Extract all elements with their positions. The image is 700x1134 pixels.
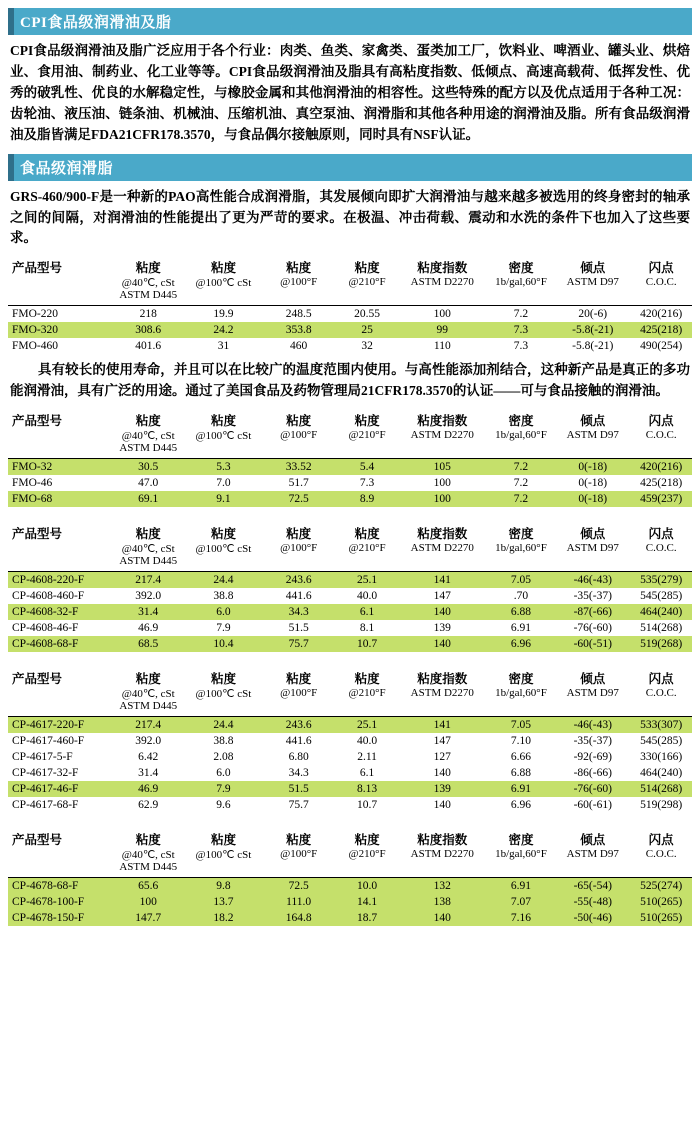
- table-row: [8, 338, 692, 354]
- col-visc210f: 粘度 @210°F: [348, 261, 386, 289]
- cell-value: 147: [433, 590, 451, 603]
- cell-value: 353.8: [261, 322, 336, 338]
- cell-model: CP-4617-46-F: [8, 781, 111, 797]
- cell-value: 519(268): [630, 636, 692, 652]
- col-model: 产品型号: [12, 833, 63, 848]
- cell-value: 65.6: [111, 878, 186, 895]
- table-row: [8, 765, 692, 781]
- cell-value: 519(298): [640, 799, 683, 812]
- cell-model: FMO-32: [8, 459, 111, 476]
- cell-value: 9.6: [216, 799, 231, 812]
- cell-value: 6.1: [336, 604, 398, 620]
- cell-value: 132: [398, 878, 487, 895]
- col-pour: 倾点 ASTM D97: [566, 672, 619, 700]
- table-body-3: [8, 717, 692, 814]
- cell-value: 6.88: [510, 767, 531, 780]
- cell-value: 127: [433, 751, 451, 764]
- col-visc40: 粘度 @40℃, cSt ASTM D445: [119, 527, 178, 568]
- cell-model: FMO-460: [12, 340, 59, 353]
- cell-value: 217.4: [111, 717, 186, 734]
- cell-value: 14.1: [336, 894, 398, 910]
- table-header-row: [8, 410, 692, 454]
- table-body-1: [8, 459, 692, 508]
- spec-table-cp4608: [8, 523, 692, 652]
- col-visc40: 粘度 @40℃, cSt ASTM D445: [119, 261, 178, 302]
- cell-value: -86(-66): [573, 767, 612, 780]
- cell-value: 47.0: [138, 477, 159, 490]
- cell-value: -60(-51): [555, 636, 630, 652]
- cell-value: 514(268): [630, 781, 692, 797]
- cell-value: 308.6: [111, 322, 186, 338]
- cell-value: 459(237): [630, 491, 692, 507]
- col-vi: 粘度指数 ASTM D2270: [410, 833, 474, 861]
- cell-value: -87(-66): [555, 604, 630, 620]
- table-row: [8, 475, 692, 491]
- cell-value: 6.0: [216, 767, 231, 780]
- cell-value: 164.8: [261, 910, 336, 926]
- col-model: 产品型号: [12, 414, 63, 429]
- table-row: [8, 322, 692, 338]
- cell-model: FMO-320: [8, 322, 111, 338]
- col-visc210f: 粘度 @210°F: [348, 672, 386, 700]
- cell-value: 7.9: [216, 622, 231, 635]
- cell-value: 138: [398, 894, 487, 910]
- cell-value: 38.8: [213, 590, 234, 603]
- table-header-row: [8, 523, 692, 567]
- cell-value: -65(-54): [555, 878, 630, 895]
- cell-value: 100: [433, 308, 451, 321]
- cell-value: 7.2: [487, 459, 555, 476]
- cell-value: 75.7: [261, 636, 336, 652]
- cell-value: 330(166): [640, 751, 683, 764]
- cell-value: 6.42: [138, 751, 159, 764]
- cell-value: 62.9: [138, 799, 159, 812]
- cell-value: 110: [433, 340, 451, 353]
- cell-model: CP-4608-32-F: [8, 604, 111, 620]
- cell-value: 24.4: [186, 572, 261, 589]
- section-title: CPI食品级润滑油及脂: [20, 15, 172, 31]
- cell-value: 420(216): [640, 308, 683, 321]
- cell-model: CP-4678-150-F: [8, 910, 111, 926]
- section-paragraph-grease: GRS-460/900-F是一种新的PAO高性能合成润滑脂，其发展倾向即扩大润滑油与越来越多被选用的终身密封的轴承之间的间隔，对润滑油的性能提出了更为严苛的要求。在极温、冲击荷载、震动和水洗的条件下也加入了这些要求。: [10, 188, 690, 246]
- cell-model: FMO-220: [12, 308, 59, 321]
- cell-value: -5.8(-21): [555, 322, 630, 338]
- table-row: [8, 636, 692, 652]
- cell-model: CP-4678-100-F: [8, 894, 111, 910]
- cell-value: 72.5: [261, 878, 336, 895]
- col-visc100f: 粘度 @100°F: [280, 672, 318, 700]
- section-paragraph-cpi: CPI食品级润滑油及脂广泛应用于各个行业：肉类、鱼类、家禽类、蛋类加工厂，饮料业、啤酒业、罐头业、烘焙业、食用油、制药业、化工业等等。CPI食品级润滑油及脂具有高粘度指数、低倾点、高速高载荷、低挥发性、优秀的破乳性、优良的水解稳定性，与橡胶金属和其他润滑油的相容性。这些特殊的配方以及优点适用于各种工况：齿轮油、液压油、链条油、机械油、压缩机油、真空泵油、润滑脂和其他各种用途的润滑油及脂。所有食品级润滑油及脂皆满足FDA21CFR178.3570，与食品偶尔接触原则，同时具有NSF认证。: [10, 43, 690, 142]
- cell-value: 32: [361, 340, 373, 353]
- cell-value: 140: [398, 636, 487, 652]
- cell-value: 510(265): [630, 894, 692, 910]
- cell-value: 51.5: [288, 622, 309, 635]
- cell-value: 140: [433, 799, 451, 812]
- cell-value: .70: [513, 590, 529, 603]
- cell-value: 6.66: [510, 751, 531, 764]
- col-density: 密度 1b/gal,60°F: [495, 672, 547, 700]
- cell-value: 51.5: [261, 781, 336, 797]
- cell-value: 525(274): [630, 878, 692, 895]
- cell-value: 2.11: [357, 751, 377, 764]
- cell-value: 100: [398, 491, 487, 507]
- cell-value: 46.9: [111, 781, 186, 797]
- spacer: [8, 658, 692, 668]
- cell-value: 99: [398, 322, 487, 338]
- cell-model: FMO-46: [12, 477, 53, 490]
- col-visc100c: 粘度 @100℃ cSt: [195, 414, 252, 443]
- table-row: [8, 733, 692, 749]
- table-row: [8, 797, 692, 813]
- cell-value: 24.4: [186, 717, 261, 734]
- cell-value: 31.4: [138, 767, 159, 780]
- cell-value: 7.0: [216, 477, 231, 490]
- table-head: [8, 410, 692, 459]
- cell-value: 392.0: [135, 735, 162, 748]
- col-visc40: 粘度 @40℃, cSt ASTM D445: [119, 833, 178, 874]
- table-row: [8, 459, 692, 476]
- cell-value: 18.7: [336, 910, 398, 926]
- cell-value: 535(279): [630, 572, 692, 589]
- cell-value: 46.9: [138, 622, 159, 635]
- cell-value: 100: [111, 894, 186, 910]
- cell-value: 6.91: [487, 781, 555, 797]
- col-model: 产品型号: [12, 527, 63, 542]
- cell-value: 401.6: [135, 340, 162, 353]
- cell-value: 9.1: [186, 491, 261, 507]
- table-header-row: [8, 257, 692, 301]
- col-visc100f: 粘度 @100°F: [280, 527, 318, 555]
- cell-value: 243.6: [261, 717, 336, 734]
- cell-value: 425(218): [640, 477, 683, 490]
- col-density: 密度 1b/gal,60°F: [495, 261, 547, 289]
- cell-value: 464(240): [630, 604, 692, 620]
- cell-value: 140: [398, 604, 487, 620]
- cell-value: 111.0: [261, 894, 336, 910]
- cell-value: 6.91: [487, 878, 555, 895]
- cell-value: 51.7: [288, 477, 309, 490]
- cell-value: 147.7: [111, 910, 186, 926]
- col-flash: 闪点 C.O.C.: [645, 261, 677, 289]
- cell-value: 6.96: [487, 636, 555, 652]
- cell-value: 2.08: [213, 751, 234, 764]
- cell-value: 6.96: [510, 799, 531, 812]
- cell-value: 38.8: [213, 735, 234, 748]
- cell-value: 248.5: [285, 308, 312, 321]
- mid-paragraph: 具有较长的使用寿命，并且可以在比较广的温度范围内使用。与高性能添加剂结合，这种新产品是真正的多功能润滑油，具有广泛的用途。通过了美国食品及药物管理局21CFR178.3570的认证——可与食品接触的润滑油。: [10, 362, 690, 399]
- col-visc100f: 粘度 @100°F: [280, 414, 318, 442]
- col-vi: 粘度指数 ASTM D2270: [410, 414, 474, 442]
- cell-value: 7.2: [513, 308, 529, 321]
- col-pour: 倾点 ASTM D97: [566, 261, 619, 289]
- cell-value: -92(-69): [573, 751, 612, 764]
- cell-value: 8.9: [336, 491, 398, 507]
- cell-model: CP-4608-68-F: [8, 636, 111, 652]
- cell-value: 243.6: [261, 572, 336, 589]
- cell-value: 6.1: [359, 767, 375, 780]
- col-visc100c: 粘度 @100℃ cSt: [195, 527, 252, 556]
- col-visc100c: 粘度 @100℃ cSt: [195, 833, 252, 862]
- cell-value: 5.3: [186, 459, 261, 476]
- cell-value: 6.0: [186, 604, 261, 620]
- table-row: [8, 306, 692, 323]
- cell-value: -60(-61): [573, 799, 612, 812]
- cell-value: -50(-46): [555, 910, 630, 926]
- cell-value: 13.7: [186, 894, 261, 910]
- cell-model: CP-4617-5-F: [12, 751, 73, 764]
- col-density: 密度 1b/gal,60°F: [495, 414, 547, 442]
- spec-table-cp4678: [8, 829, 692, 926]
- section-header-grease: [8, 154, 692, 181]
- cell-value: 31: [217, 340, 230, 353]
- cell-value: 10.0: [336, 878, 398, 895]
- spacer: [8, 513, 692, 523]
- col-visc100f: 粘度 @100°F: [280, 261, 318, 289]
- cell-value: 40.0: [357, 590, 378, 603]
- col-flash: 闪点 C.O.C.: [645, 672, 677, 700]
- cell-value: 514(268): [640, 622, 683, 635]
- cell-value: 9.8: [186, 878, 261, 895]
- cell-value: 533(307): [630, 717, 692, 734]
- cell-value: 392.0: [135, 590, 162, 603]
- cell-value: 140: [433, 767, 451, 780]
- cell-value: 0(-18): [555, 459, 630, 476]
- table-row: [8, 717, 692, 734]
- table-row: [8, 878, 692, 895]
- spec-table-fmo-high: [8, 257, 692, 354]
- cell-value: 10.7: [357, 799, 378, 812]
- cell-value: 510(265): [630, 910, 692, 926]
- col-flash: 闪点 C.O.C.: [645, 833, 677, 861]
- col-flash: 闪点 C.O.C.: [645, 527, 677, 555]
- table-head: [8, 668, 692, 717]
- cell-value: 7.3: [513, 340, 529, 353]
- cell-value: 545(285): [640, 735, 683, 748]
- cell-value: 441.6: [285, 590, 312, 603]
- cell-value: 8.13: [336, 781, 398, 797]
- col-flash: 闪点 C.O.C.: [645, 414, 677, 442]
- table-body-0: [8, 306, 692, 355]
- cell-value: 6.91: [510, 622, 531, 635]
- cell-value: 8.1: [359, 622, 375, 635]
- cell-value: 141: [398, 572, 487, 589]
- cell-value: 7.10: [510, 735, 531, 748]
- cell-model: CP-4608-46-F: [12, 622, 79, 635]
- cell-value: 25: [336, 322, 398, 338]
- cell-value: 141: [398, 717, 487, 734]
- cell-value: 7.3: [487, 322, 555, 338]
- cell-value: 40.0: [357, 735, 378, 748]
- cell-model: CP-4678-68-F: [8, 878, 111, 895]
- col-visc210f: 粘度 @210°F: [348, 414, 386, 442]
- table-row: [8, 894, 692, 910]
- col-density: 密度 1b/gal,60°F: [495, 527, 547, 555]
- section-header-cpi: [8, 8, 692, 35]
- col-visc100f: 粘度 @100°F: [280, 833, 318, 861]
- cell-value: 218: [139, 308, 157, 321]
- col-pour: 倾点 ASTM D97: [566, 414, 619, 442]
- table-head: [8, 257, 692, 306]
- cell-model: CP-4617-68-F: [12, 799, 79, 812]
- table-header-row: [8, 668, 692, 712]
- cell-model: CP-4608-220-F: [8, 572, 111, 589]
- cell-value: 72.5: [261, 491, 336, 507]
- cell-value: 420(216): [630, 459, 692, 476]
- cell-value: 68.5: [111, 636, 186, 652]
- cell-value: 490(254): [640, 340, 683, 353]
- cell-value: 20(-6): [578, 308, 608, 321]
- cell-value: 19.9: [213, 308, 234, 321]
- table-row: [8, 491, 692, 507]
- cell-value: 69.1: [111, 491, 186, 507]
- cell-value: 6.80: [288, 751, 309, 764]
- cell-value: 0(-18): [555, 491, 630, 507]
- spacer: [8, 819, 692, 829]
- cell-value: -76(-60): [573, 622, 612, 635]
- table-header-row: [8, 829, 692, 873]
- cell-model: CP-4617-32-F: [12, 767, 79, 780]
- cell-value: 139: [433, 622, 451, 635]
- col-vi: 粘度指数 ASTM D2270: [410, 527, 474, 555]
- col-density: 密度 1b/gal,60°F: [495, 833, 547, 861]
- cell-value: -55(-48): [555, 894, 630, 910]
- cell-value: 30.5: [111, 459, 186, 476]
- cell-value: 7.05: [487, 717, 555, 734]
- cell-value: 460: [290, 340, 308, 353]
- col-visc40: 粘度 @40℃, cSt ASTM D445: [119, 414, 178, 455]
- cell-value: 33.52: [261, 459, 336, 476]
- col-model: 产品型号: [12, 261, 63, 276]
- cell-value: 20.55: [354, 308, 380, 321]
- table-row: [8, 781, 692, 797]
- table-row: [8, 572, 692, 589]
- cell-value: 425(218): [630, 322, 692, 338]
- cell-value: -5.8(-21): [572, 340, 614, 353]
- cell-value: 5.4: [336, 459, 398, 476]
- cell-value: 75.7: [288, 799, 309, 812]
- cell-value: 25.1: [336, 572, 398, 589]
- cell-value: 545(285): [640, 590, 683, 603]
- cell-value: 34.3: [288, 767, 309, 780]
- cell-value: 25.1: [336, 717, 398, 734]
- col-visc100c: 粘度 @100℃ cSt: [195, 672, 252, 701]
- table-row: [8, 604, 692, 620]
- cell-value: 7.16: [487, 910, 555, 926]
- cell-value: 34.3: [261, 604, 336, 620]
- section-title: 食品级润滑脂: [20, 160, 114, 177]
- cell-value: 10.7: [336, 636, 398, 652]
- col-pour: 倾点 ASTM D97: [566, 527, 619, 555]
- table-body-2: [8, 572, 692, 653]
- cell-value: 7.3: [359, 477, 375, 490]
- col-pour: 倾点 ASTM D97: [566, 833, 619, 861]
- cell-model: CP-4608-460-F: [12, 590, 85, 603]
- col-visc100c: 粘度 @100℃ cSt: [195, 261, 252, 290]
- cell-value: 140: [398, 910, 487, 926]
- cell-value: 441.6: [285, 735, 312, 748]
- col-visc210f: 粘度 @210°F: [348, 833, 386, 861]
- cell-value: -76(-60): [555, 781, 630, 797]
- cell-value: 105: [398, 459, 487, 476]
- cell-value: 7.2: [513, 477, 529, 490]
- cell-value: 18.2: [186, 910, 261, 926]
- cell-value: 7.07: [487, 894, 555, 910]
- cell-model: CP-4617-460-F: [12, 735, 85, 748]
- table-head: [8, 523, 692, 572]
- spec-table-fmo-low: [8, 410, 692, 507]
- col-model: 产品型号: [12, 672, 63, 687]
- table-head: [8, 829, 692, 878]
- cell-value: 31.4: [111, 604, 186, 620]
- cell-value: -35(-37): [573, 735, 612, 748]
- cell-value: 464(240): [640, 767, 683, 780]
- col-visc40: 粘度 @40℃, cSt ASTM D445: [119, 672, 178, 713]
- cell-model: CP-4617-220-F: [8, 717, 111, 734]
- cell-value: 6.88: [487, 604, 555, 620]
- table-body-4: [8, 878, 692, 927]
- cell-value: 10.4: [186, 636, 261, 652]
- cell-value: -35(-37): [573, 590, 612, 603]
- table-row: [8, 620, 692, 636]
- col-vi: 粘度指数 ASTM D2270: [410, 672, 474, 700]
- table-row: [8, 749, 692, 765]
- cell-value: 7.05: [487, 572, 555, 589]
- cell-value: 139: [398, 781, 487, 797]
- col-visc210f: 粘度 @210°F: [348, 527, 386, 555]
- cell-value: 0(-18): [578, 477, 608, 490]
- cell-model: FMO-68: [8, 491, 111, 507]
- cell-value: 217.4: [111, 572, 186, 589]
- col-vi: 粘度指数 ASTM D2270: [410, 261, 474, 289]
- cell-value: 7.9: [186, 781, 261, 797]
- spec-table-cp4617: [8, 668, 692, 813]
- table-row: [8, 910, 692, 926]
- cell-value: 147: [433, 735, 451, 748]
- table-row: [8, 588, 692, 604]
- cell-value: 7.2: [487, 491, 555, 507]
- cell-value: 24.2: [186, 322, 261, 338]
- cell-value: 100: [433, 477, 451, 490]
- cell-value: -46(-43): [555, 717, 630, 734]
- cell-value: -46(-43): [555, 572, 630, 589]
